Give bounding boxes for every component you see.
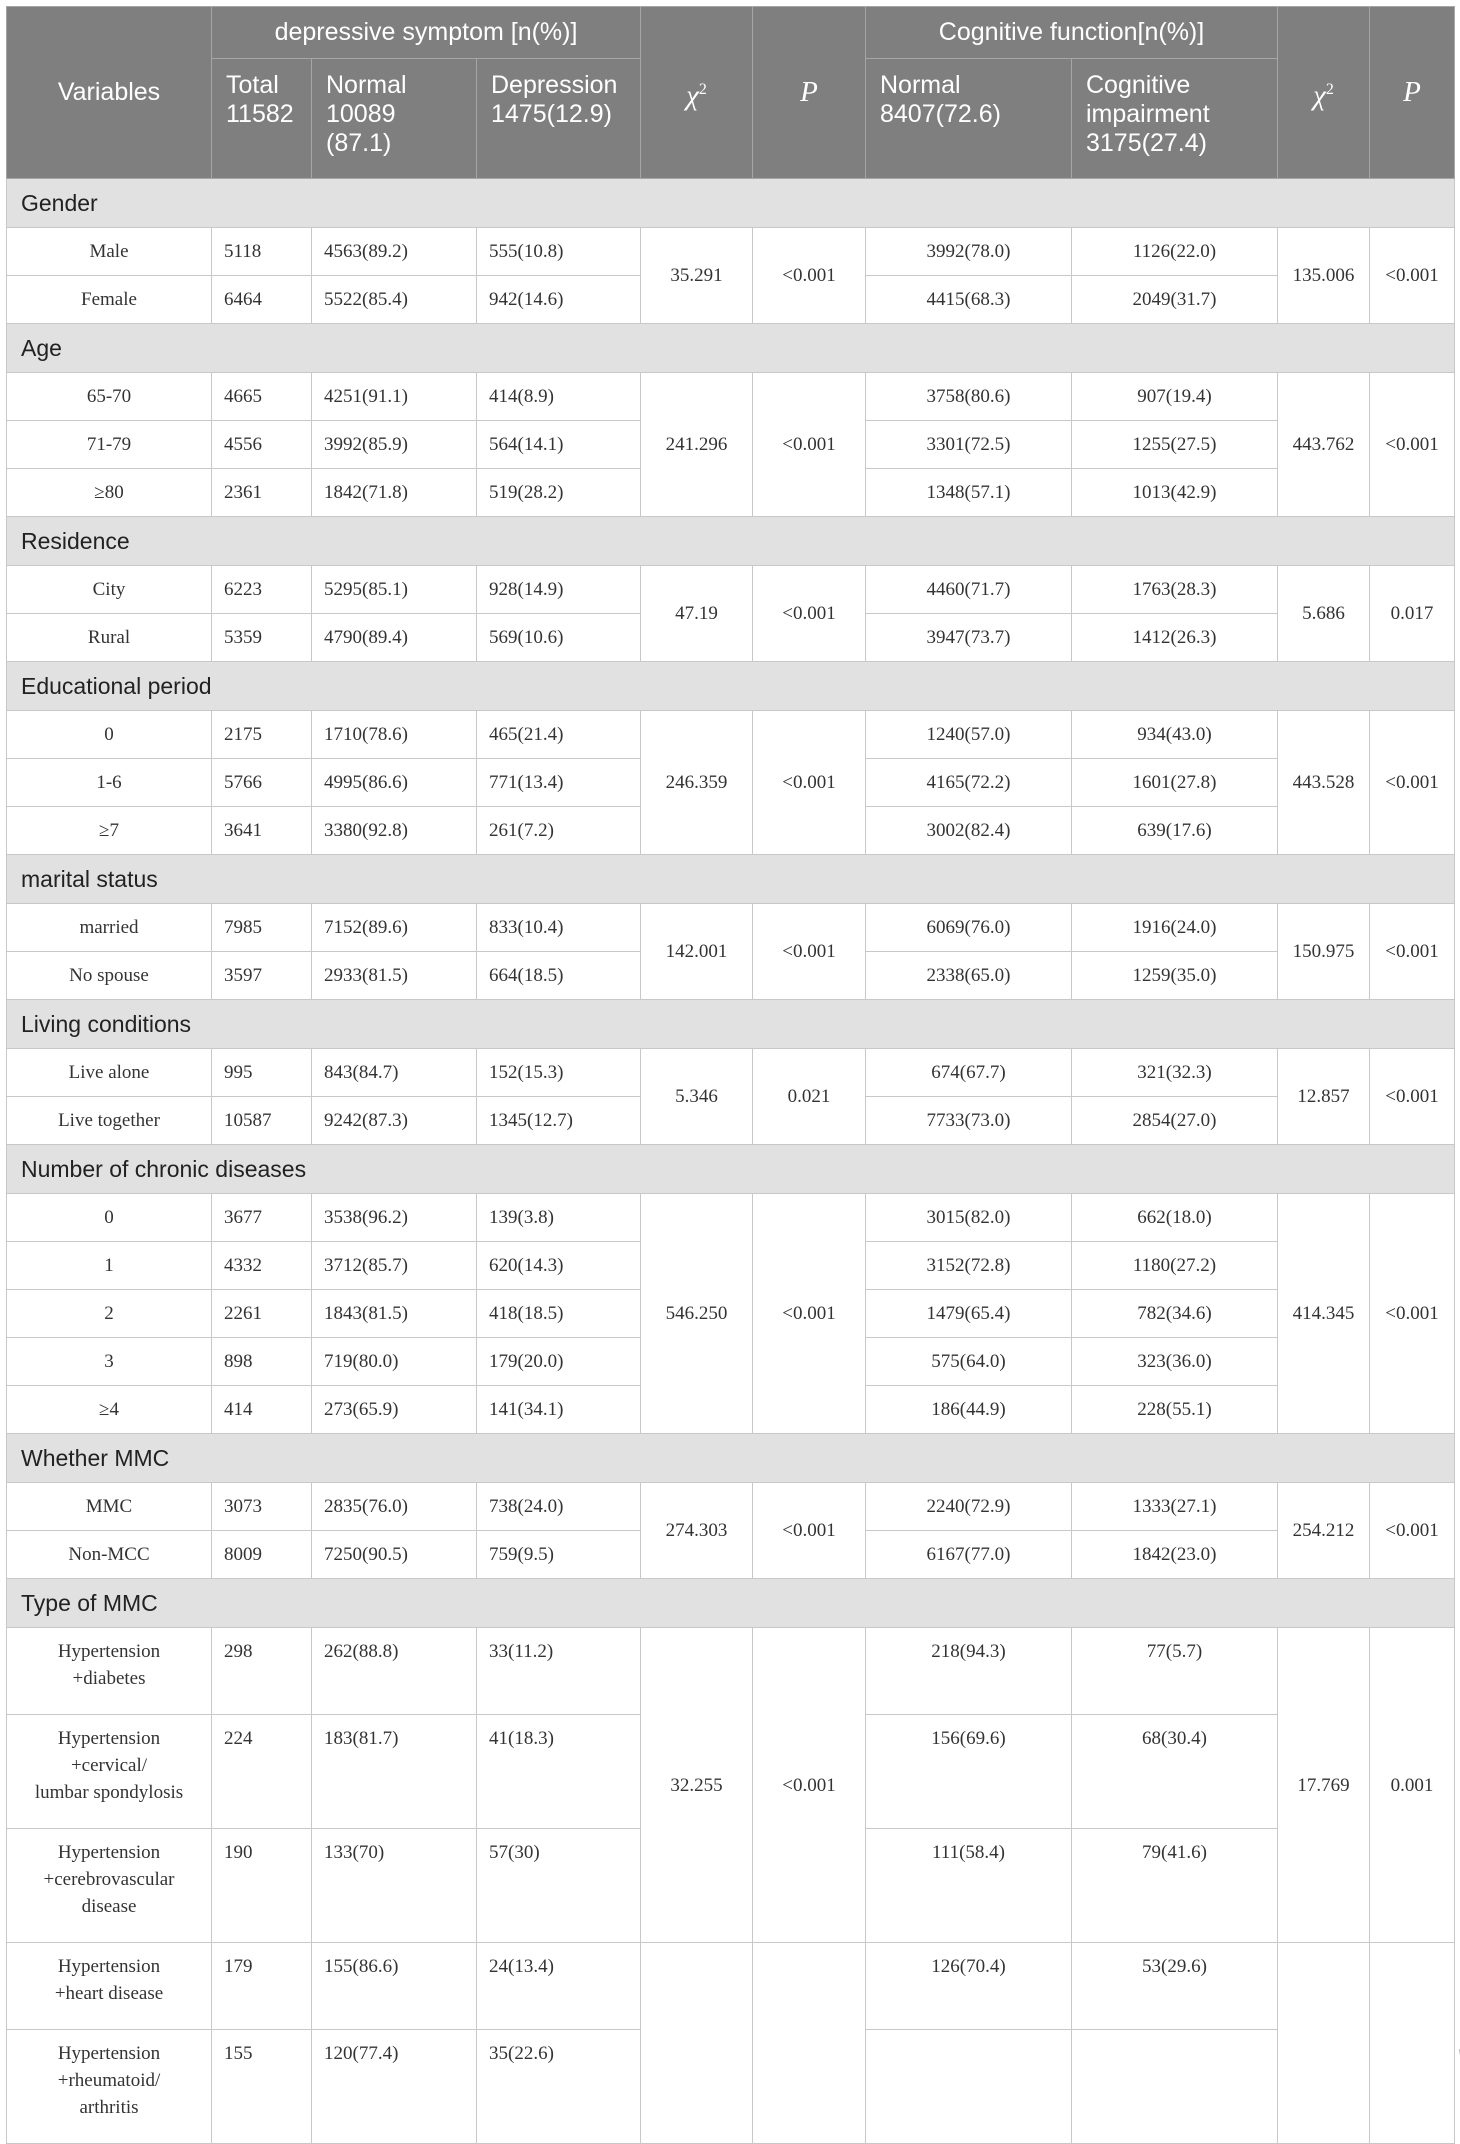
cog-impairment-cell: 79(41.6) [1072, 1829, 1278, 1943]
dep-normal-cell: 183(81.7) [312, 1715, 477, 1829]
p-value-cog-cell: <0.001 [1370, 904, 1455, 1000]
total-cell: 3641 [212, 807, 312, 855]
cog-normal-cell: 186(44.9) [866, 1386, 1072, 1434]
cog-normal-cell: 218(94.3) [866, 1628, 1072, 1715]
header-cog-impair-label1: Cognitive [1086, 71, 1191, 99]
variable-cell [7, 1531, 212, 1579]
table-row [7, 711, 1455, 759]
depression-cell: 465(21.4) [477, 711, 641, 759]
cog-normal-cell: 111(58.4) [866, 1829, 1072, 1943]
variable-label-line: +diabetes [72, 1668, 146, 1689]
variable-label-line: lumbar spondylosis [34, 1782, 184, 1803]
header-cog-impairment [1072, 59, 1278, 179]
variable-label-line: Live together [58, 1110, 160, 1131]
variable-label-line: ≥4 [99, 1399, 119, 1420]
total-cell: 224 [212, 1715, 312, 1829]
total-cell: 995 [212, 1049, 312, 1097]
total-cell: 6223 [212, 566, 312, 614]
cog-impairment-cell: 77(5.7) [1072, 1628, 1278, 1715]
chi-square-dep-cell [866, 2030, 1072, 2144]
variable-cell [7, 276, 212, 324]
depression-cell: 833(10.4) [477, 904, 641, 952]
cog-impairment-cell: 934(43.0) [1072, 711, 1278, 759]
depression-cell: 564(14.1) [477, 421, 641, 469]
variable-cell [7, 1242, 212, 1290]
variable-label-line: No spouse [69, 965, 149, 986]
section-header-row [7, 179, 1455, 228]
header-depression [477, 59, 641, 179]
total-cell: 5359 [212, 614, 312, 662]
dep-normal-cell: 3380(92.8) [312, 807, 477, 855]
section-title: marital status [7, 855, 1455, 904]
table-row [7, 373, 1455, 421]
cog-normal-cell: 2240(72.9) [866, 1483, 1072, 1531]
dep-normal-cell: 1842(71.8) [312, 469, 477, 517]
header-cog-impair-value: 3175(27.4) [1086, 129, 1207, 157]
dep-normal-cell: 133(70) [312, 1829, 477, 1943]
depression-cell: 139(3.8) [477, 1194, 641, 1242]
variable-label-line: 1-6 [96, 772, 122, 793]
variable-label-line: +heart disease [54, 1983, 164, 2004]
dep-normal-cell: 1710(78.6) [312, 711, 477, 759]
cog-impairment-cell: 1180(27.2) [1072, 1242, 1278, 1290]
chi-square-dep-cell: 32.255 [641, 1628, 753, 1943]
dep-normal-cell: 9242(87.3) [312, 1097, 477, 1145]
dep-normal-cell: 262(88.8) [312, 1628, 477, 1715]
results-table [6, 6, 1455, 2144]
p-value-cog-cell [1370, 1943, 1455, 2144]
variable-label-line: Hypertension [57, 1728, 161, 1749]
variable-label-line: arthritis [79, 2097, 139, 2118]
total-cell: 2175 [212, 711, 312, 759]
header-dep-normal [312, 59, 477, 179]
dep-normal-cell: 4251(91.1) [312, 373, 477, 421]
cog-impairment-cell: 1601(27.8) [1072, 759, 1278, 807]
variable-label-line: Female [81, 289, 137, 310]
p-value-cog-cell: <0.001 [1370, 711, 1455, 855]
depression-cell: 57(30) [477, 1829, 641, 1943]
variable-cell [7, 614, 212, 662]
variable-label-line: 1 [104, 1255, 114, 1276]
dep-normal-cell: 120(77.4) [312, 2030, 477, 2144]
section-header-row [7, 1579, 1455, 1628]
variable-label-line: Hypertension [57, 1842, 161, 1863]
depression-cell: 179(20.0) [477, 1338, 641, 1386]
cog-normal-cell: 4415(68.3) [866, 276, 1072, 324]
header-cog-normal-label: Normal [880, 71, 961, 99]
variable-cell [7, 1829, 212, 1943]
cog-impairment-cell: 68(30.4) [1072, 1715, 1278, 1829]
p-value-dep-cell [1072, 2030, 1278, 2144]
cog-impairment-cell: 1126(22.0) [1072, 228, 1278, 276]
variable-cell [7, 1628, 212, 1715]
cog-impairment-cell: 639(17.6) [1072, 807, 1278, 855]
variable-label-line: Live alone [68, 1062, 150, 1083]
chi-square-dep-cell: 142.001 [641, 904, 753, 1000]
variable-label-line: ≥80 [94, 482, 124, 503]
dep-normal-cell: 719(80.0) [312, 1338, 477, 1386]
variable-cell [7, 1943, 212, 2030]
chi-exponent: 2 [1325, 80, 1334, 98]
total-cell: 3677 [212, 1194, 312, 1242]
header-total-value: 11582 [226, 100, 294, 128]
variable-label-line: 2 [104, 1303, 114, 1324]
variable-label-line: Non-MCC [68, 1544, 150, 1565]
table-row [7, 228, 1455, 276]
depression-cell: 771(13.4) [477, 759, 641, 807]
cog-impairment-cell: 1842(23.0) [1072, 1531, 1278, 1579]
header-cog-normal-value: 8407(72.6) [880, 100, 1001, 128]
cog-normal-cell: 3301(72.5) [866, 421, 1072, 469]
dep-normal-cell: 3538(96.2) [312, 1194, 477, 1242]
cog-impairment-cell: 2854(27.0) [1072, 1097, 1278, 1145]
variable-cell [7, 904, 212, 952]
dep-normal-cell: 4995(86.6) [312, 759, 477, 807]
depression-cell: 555(10.8) [477, 228, 641, 276]
cog-impairment-cell: 2049(31.7) [1072, 276, 1278, 324]
variable-cell [7, 1386, 212, 1434]
p-value-cog-cell: <0.001 [1370, 1049, 1455, 1145]
cog-impairment-cell: 228(55.1) [1072, 1386, 1278, 1434]
header-p-1: P [753, 7, 866, 179]
cog-normal-cell: 575(64.0) [866, 1338, 1072, 1386]
variable-cell [7, 952, 212, 1000]
variable-label-line: 3 [104, 1351, 114, 1372]
p-value-dep-cell: <0.001 [753, 566, 866, 662]
p-value-dep-cell: <0.001 [753, 228, 866, 324]
total-cell: 4556 [212, 421, 312, 469]
variable-label-line: 0 [104, 1207, 114, 1228]
total-cell: 10587 [212, 1097, 312, 1145]
p-value-cog-cell: <0.001 [1370, 373, 1455, 517]
p-value-dep-cell: <0.001 [753, 711, 866, 855]
cog-normal-cell: 3992(78.0) [866, 228, 1072, 276]
cog-impairment-cell: 321(32.3) [1072, 1049, 1278, 1097]
section-header-row [7, 324, 1455, 373]
header-total [212, 59, 312, 179]
variable-cell [7, 807, 212, 855]
table-row [7, 1628, 1455, 1715]
section-title: Age [7, 324, 1455, 373]
dep-normal-cell: 2933(81.5) [312, 952, 477, 1000]
cog-impairment-cell: 1013(42.9) [1072, 469, 1278, 517]
variable-label-line: 71-79 [86, 434, 132, 455]
variable-label-line: MMC [85, 1496, 133, 1517]
dep-normal-cell: 1843(81.5) [312, 1290, 477, 1338]
cog-impairment-cell: 907(19.4) [1072, 373, 1278, 421]
total-cell: 2261 [212, 1290, 312, 1338]
p-value-cog-cell: 0.001 [1370, 1628, 1455, 1943]
cog-normal-cell: 1240(57.0) [866, 711, 1072, 759]
header-cognitive-function: Cognitive function[n(%)] [866, 7, 1278, 59]
chi-square-cog-cell [1278, 1943, 1370, 2144]
dep-normal-cell: 4790(89.4) [312, 614, 477, 662]
dep-normal-cell: 2835(76.0) [312, 1483, 477, 1531]
total-cell: 5766 [212, 759, 312, 807]
variable-label-line: 65-70 [86, 386, 132, 407]
variable-cell [7, 2030, 212, 2144]
depression-cell: 24(13.4) [477, 1943, 641, 2030]
chi-square-dep-cell: 546.250 [641, 1194, 753, 1434]
table-row [7, 1049, 1455, 1097]
cog-impairment-cell: 1916(24.0) [1072, 904, 1278, 952]
section-title: Number of chronic diseases [7, 1145, 1455, 1194]
depression-cell: 35(22.6) [477, 2030, 641, 2144]
depression-cell: 519(28.2) [477, 469, 641, 517]
depression-cell: 418(18.5) [477, 1290, 641, 1338]
header-chi-square-1 [641, 7, 753, 179]
cog-normal-cell: 126(70.4) [866, 1943, 1072, 2030]
variable-cell [7, 1290, 212, 1338]
p-value-cog-cell: <0.001 [1370, 1483, 1455, 1579]
dep-normal-cell: 3712(85.7) [312, 1242, 477, 1290]
variable-cell [7, 469, 212, 517]
variable-cell [7, 1194, 212, 1242]
dep-normal-cell: 155(86.6) [312, 1943, 477, 2030]
chi-square-cog-cell: 150.975 [1278, 904, 1370, 1000]
variable-cell [7, 1049, 212, 1097]
total-cell: 8009 [212, 1531, 312, 1579]
p-value-dep-cell [753, 1943, 866, 2144]
depression-cell: 414(8.9) [477, 373, 641, 421]
header-p-2: P [1370, 7, 1455, 179]
depression-cell: 759(9.5) [477, 1531, 641, 1579]
total-cell: 6464 [212, 276, 312, 324]
p-value-dep-cell: <0.001 [753, 1483, 866, 1579]
total-cell: 190 [212, 1829, 312, 1943]
total-cell: 7985 [212, 904, 312, 952]
cog-impairment-cell: 1255(27.5) [1072, 421, 1278, 469]
section-title: Living conditions [7, 1000, 1455, 1049]
header-depressive-symptom: depressive symptom [n(%)] [212, 7, 641, 59]
variable-label-line: Hypertension [57, 2043, 161, 2064]
chi-square-dep-cell: 241.296 [641, 373, 753, 517]
cog-normal-cell: 674(67.7) [866, 1049, 1072, 1097]
cog-normal-cell: 4460(71.7) [866, 566, 1072, 614]
chi-square-cog-cell: 135.006 [1278, 228, 1370, 324]
total-cell: 4665 [212, 373, 312, 421]
chi-exponent: 2 [698, 80, 707, 98]
variable-cell [7, 711, 212, 759]
header-depression-label: Depression [491, 71, 618, 99]
cog-normal-cell: 156(69.6) [866, 1715, 1072, 1829]
header-dep-normal-value: 10089 [326, 100, 396, 128]
cog-impairment-cell: 1763(28.3) [1072, 566, 1278, 614]
table-row [7, 904, 1455, 952]
total-cell: 2361 [212, 469, 312, 517]
chi-symbol: χ [1313, 79, 1326, 112]
table-body [7, 179, 1455, 2144]
section-header-row [7, 662, 1455, 711]
section-header-row [7, 1000, 1455, 1049]
cog-normal-cell: 4165(72.2) [866, 759, 1072, 807]
chi-square-dep-cell: 5.346 [641, 1049, 753, 1145]
section-header-row [7, 855, 1455, 904]
variable-cell [7, 421, 212, 469]
depression-cell: 152(15.3) [477, 1049, 641, 1097]
chi-square-dep-cell: 274.303 [641, 1483, 753, 1579]
section-title: Residence [7, 517, 1455, 566]
depression-cell: 942(14.6) [477, 276, 641, 324]
header-cog-impair-label2: impairment [1086, 100, 1210, 128]
variable-label-line: married [79, 917, 139, 938]
total-cell: 898 [212, 1338, 312, 1386]
section-header-row [7, 517, 1455, 566]
p-value-cog-cell: <0.001 [1370, 228, 1455, 324]
total-cell: 414 [212, 1386, 312, 1434]
dep-normal-cell: 273(65.9) [312, 1386, 477, 1434]
variable-label-line: +cervical/ [70, 1755, 148, 1776]
variable-label-line: Male [89, 241, 129, 262]
total-cell: 179 [212, 1943, 312, 2030]
header-dep-normal-label: Normal [326, 71, 407, 99]
variable-cell [7, 566, 212, 614]
header-total-label: Total [226, 71, 279, 99]
depression-cell: 569(10.6) [477, 614, 641, 662]
dep-normal-cell: 7250(90.5) [312, 1531, 477, 1579]
cog-normal-cell: 7733(73.0) [866, 1097, 1072, 1145]
chi-square-dep-cell: 47.19 [641, 566, 753, 662]
p-value-dep-cell: <0.001 [753, 1194, 866, 1434]
depression-cell: 261(7.2) [477, 807, 641, 855]
p-value-dep-cell: <0.001 [753, 1628, 866, 1943]
chi-square-cog-cell: 443.528 [1278, 711, 1370, 855]
cog-impairment-cell: 323(36.0) [1072, 1338, 1278, 1386]
chi-square-cog-cell: 414.345 [1278, 1194, 1370, 1434]
total-cell: 4332 [212, 1242, 312, 1290]
depression-cell: 664(18.5) [477, 952, 641, 1000]
dep-normal-cell: 5522(85.4) [312, 276, 477, 324]
cog-normal-cell: 3002(82.4) [866, 807, 1072, 855]
p-value-dep-cell: 0.021 [753, 1049, 866, 1145]
variable-cell [7, 1097, 212, 1145]
cog-normal-cell: 6069(76.0) [866, 904, 1072, 952]
cog-normal-cell: 1348(57.1) [866, 469, 1072, 517]
header-depression-value: 1475(12.9) [491, 100, 612, 128]
variable-label-line: Hypertension [57, 1641, 161, 1662]
variable-cell [7, 1338, 212, 1386]
variable-label-line: Hypertension [57, 1956, 161, 1977]
cog-impairment-cell: 1412(26.3) [1072, 614, 1278, 662]
p-value-cog-cell: 0.017 [1370, 566, 1455, 662]
chi-square-dep-cell: 35.291 [641, 228, 753, 324]
section-title: Whether MMC [7, 1434, 1455, 1483]
variable-label-line: Rural [87, 627, 131, 648]
dep-normal-cell: 5295(85.1) [312, 566, 477, 614]
total-cell: 155 [212, 2030, 312, 2144]
section-title: Type of MMC [7, 1579, 1455, 1628]
section-title: Gender [7, 179, 1455, 228]
table-row [7, 566, 1455, 614]
chi-square-cog-cell: 17.769 [1278, 1628, 1370, 1943]
total-cell: 3597 [212, 952, 312, 1000]
variable-cell [7, 759, 212, 807]
dep-normal-cell: 7152(89.6) [312, 904, 477, 952]
table-container [6, 6, 1454, 2144]
cog-normal-cell: 3758(80.6) [866, 373, 1072, 421]
variable-label-line: +cerebrovascular [43, 1869, 175, 1890]
depression-cell: 928(14.9) [477, 566, 641, 614]
depression-cell: 620(14.3) [477, 1242, 641, 1290]
section-header-row [7, 1145, 1455, 1194]
chi-square-cog-cell: 254.212 [1278, 1483, 1370, 1579]
section-title: Educational period [7, 662, 1455, 711]
depression-cell: 141(34.1) [477, 1386, 641, 1434]
header-cog-normal [866, 59, 1072, 179]
total-cell: 5118 [212, 228, 312, 276]
variable-label-line: City [92, 579, 126, 600]
cog-impairment-cell: 1259(35.0) [1072, 952, 1278, 1000]
header-dep-normal-pct: (87.1) [326, 129, 392, 157]
total-cell: 3073 [212, 1483, 312, 1531]
cog-normal-cell: 6167(77.0) [866, 1531, 1072, 1579]
cog-normal-cell: 1479(65.4) [866, 1290, 1072, 1338]
dep-normal-cell: 3992(85.9) [312, 421, 477, 469]
depression-cell: 41(18.3) [477, 1715, 641, 1829]
table-row [7, 1943, 1455, 2030]
variable-label-line: 0 [104, 724, 114, 745]
chi-square-dep-cell: 246.359 [641, 711, 753, 855]
cog-impairment-cell: 662(18.0) [1072, 1194, 1278, 1242]
header-variables: Variables [7, 7, 212, 179]
table-row [7, 1194, 1455, 1242]
cog-normal-cell: 3947(73.7) [866, 614, 1072, 662]
cog-normal-cell: 3152(72.8) [866, 1242, 1072, 1290]
chi-square-dep-cell [641, 1943, 753, 2144]
header-chi-square-2 [1278, 7, 1370, 179]
chi-symbol: χ [686, 79, 699, 112]
dep-normal-cell: 843(84.7) [312, 1049, 477, 1097]
variable-label-line: +rheumatoid/ [57, 2070, 161, 2091]
p-value-cog-cell: <0.001 [1370, 1194, 1455, 1434]
p-value-dep-cell: <0.001 [753, 373, 866, 517]
table-row [7, 1483, 1455, 1531]
chi-square-cog-cell: 5.686 [1278, 566, 1370, 662]
variable-cell [7, 1483, 212, 1531]
chi-square-cog-cell: 12.857 [1278, 1049, 1370, 1145]
cog-impairment-cell: 1333(27.1) [1072, 1483, 1278, 1531]
variable-cell [7, 228, 212, 276]
cog-impairment-cell: 53(29.6) [1072, 1943, 1278, 2030]
depression-cell: 738(24.0) [477, 1483, 641, 1531]
depression-cell: 1345(12.7) [477, 1097, 641, 1145]
variable-label-line: disease [81, 1896, 137, 1917]
p-value-dep-cell: <0.001 [753, 904, 866, 1000]
total-cell: 298 [212, 1628, 312, 1715]
cog-normal-cell: 2338(65.0) [866, 952, 1072, 1000]
depression-cell: 33(11.2) [477, 1628, 641, 1715]
variable-label-line: ≥7 [99, 820, 119, 841]
cog-impairment-cell: 782(34.6) [1072, 1290, 1278, 1338]
chi-square-cog-cell: 443.762 [1278, 373, 1370, 517]
variable-cell [7, 373, 212, 421]
variable-cell [7, 1715, 212, 1829]
dep-normal-cell: 4563(89.2) [312, 228, 477, 276]
section-header-row [7, 1434, 1455, 1483]
cog-normal-cell: 3015(82.0) [866, 1194, 1072, 1242]
